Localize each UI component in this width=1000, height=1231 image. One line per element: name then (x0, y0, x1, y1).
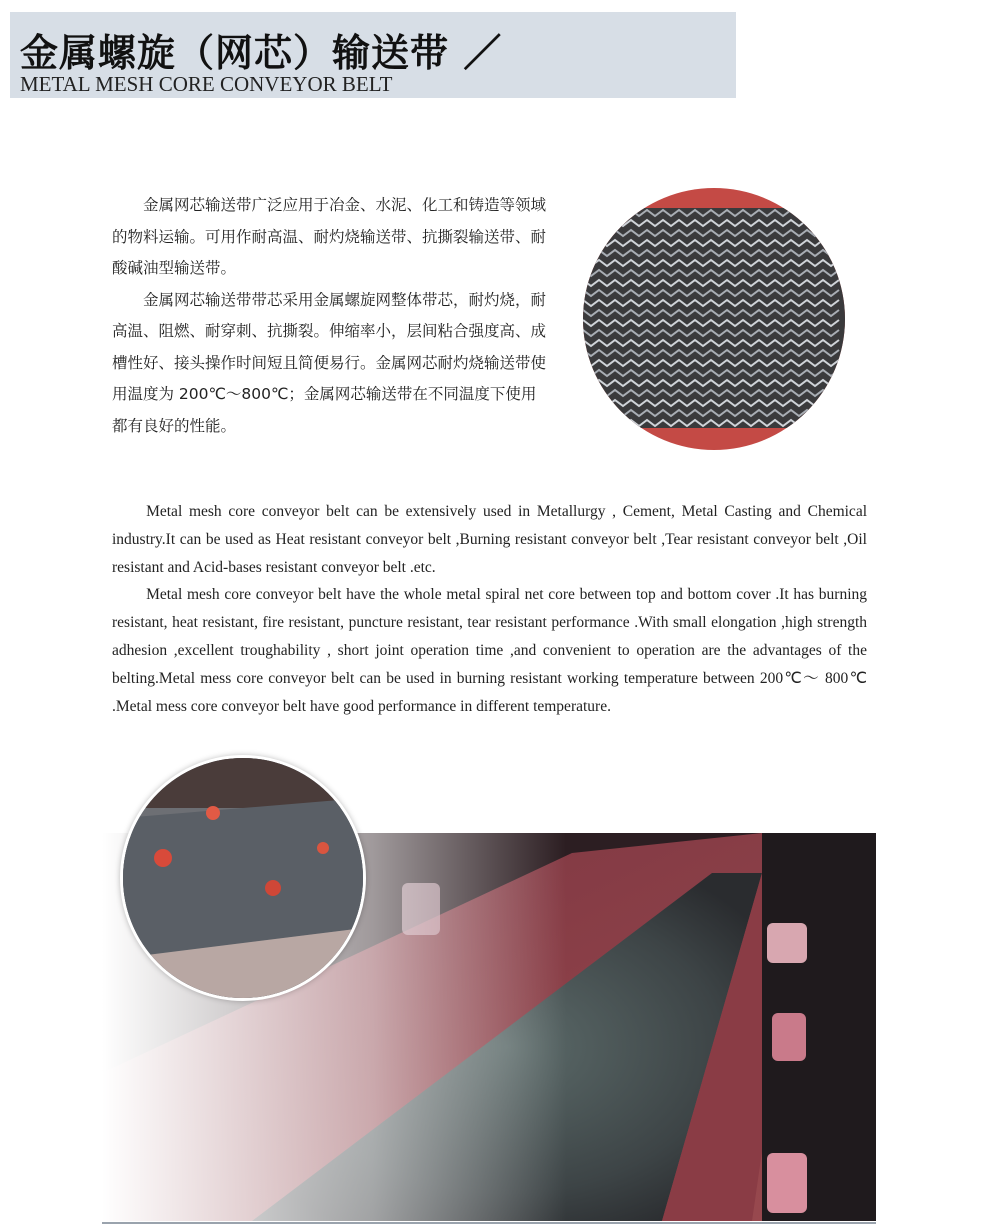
english-description (112, 498, 867, 720)
hot-material-inset-image (120, 755, 366, 1001)
metal-mesh-graphic (583, 188, 845, 450)
chinese-description (112, 190, 546, 442)
en-paragraph-2: Metal mesh core conveyor belt have the whole metal spiral net core between top and bottom cover .It has burning resistant, heat resistant, fire resistant, puncture resistant, tear resistant performance .With small elongation ,high strength adhesion ,excellent troughability , short joint operation time ,and convenient to operation are the advantages of the belting.Metal mess core conveyor belt can be used in burning resistant working temperature between 200℃～ 800℃ .Metal mess core conveyor belt have good performance in different temperature. (112, 586, 867, 715)
en-paragraph-1: Metal mesh core conveyor belt can be extensively used in Metallurgy , Cement, Metal Casting and Chemical industry.It can be used as Heat resistant conveyor belt ,Burning resistant conveyor belt ,Tear resistant conveyor belt ,Oil resistant and Acid-bases resistant conveyor belt .etc. (112, 503, 867, 576)
inset-graphic (123, 758, 363, 998)
page-title-cn: 金属螺旋（网芯）输送带 ／ (20, 31, 503, 75)
header-band (10, 12, 736, 98)
cn-paragraph-2: 金属网芯输送带带芯采用金属螺旋网整体带芯，耐灼烧，耐高温、阻燃、耐穿刺、抗撕裂。伸缩率小，层间粘合强度高、成槽性好、接头操作时间短且简便易行。金属网芯耐灼烧输送带使用温度为 200℃～800℃；金属网芯输送带在不同温度下使用都有良好的性能。 (112, 290, 547, 435)
bottom-divider (102, 1222, 876, 1224)
cn-paragraph-1: 金属网芯输送带广泛应用于冶金、水泥、化工和铸造等领域的物料运输。可用作耐高温、耐灼烧输送带、抗撕裂输送带、耐酸碱油型输送带。 (112, 196, 547, 277)
page-title-en: METAL MESH CORE CONVEYOR BELT (20, 72, 393, 96)
metal-mesh-image (583, 188, 845, 450)
